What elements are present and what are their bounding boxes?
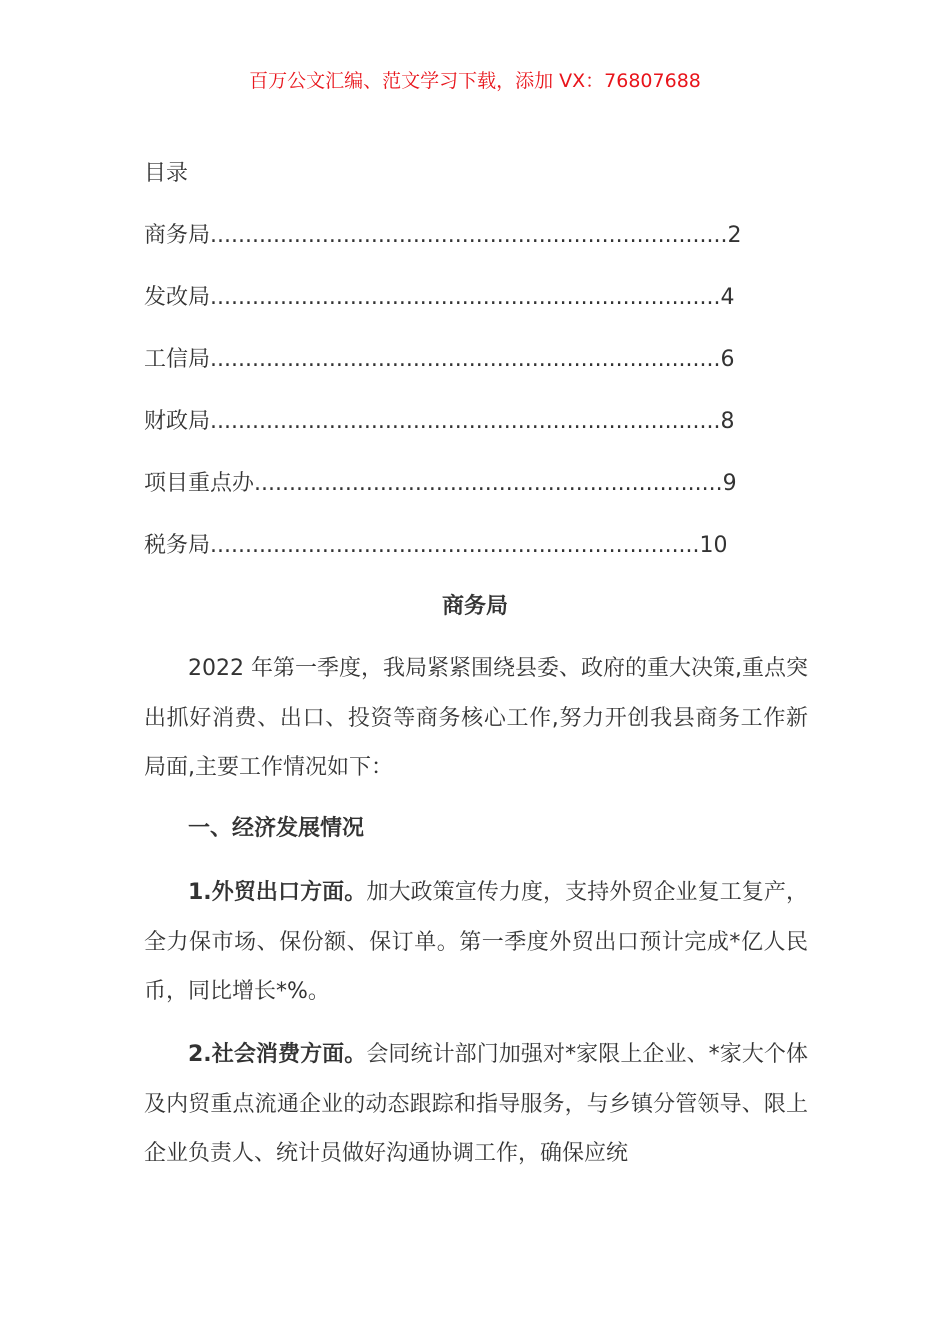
toc-item-page: 8 bbox=[720, 409, 735, 434]
paragraph-lead-title: 2.社会消费方面。 bbox=[188, 1042, 367, 1067]
toc-item-shangwuju[interactable] bbox=[144, 220, 824, 282]
toc-item-leader-dots: ................................................................... bbox=[254, 471, 723, 496]
toc-item-page: 4 bbox=[720, 285, 735, 310]
toc-item-leader-dots: ......................................................................... bbox=[210, 347, 721, 372]
toc-item-label: 税务局 bbox=[144, 533, 211, 558]
toc-item-page: 6 bbox=[720, 347, 735, 372]
toc-item-caizhengju[interactable] bbox=[144, 406, 824, 468]
paragraph-social-consumption bbox=[144, 1030, 808, 1179]
toc-title: 目录 bbox=[144, 161, 189, 186]
section-title: 商务局 bbox=[441, 594, 508, 619]
paragraph-lead-title: 1.外贸出口方面。 bbox=[188, 880, 367, 905]
toc-item-page: 10 bbox=[699, 533, 728, 558]
toc-item-leader-dots: ......................................................................... bbox=[210, 409, 721, 434]
toc-item-label: 项目重点办 bbox=[144, 471, 255, 496]
toc-item-page: 9 bbox=[722, 471, 737, 496]
toc-item-fagaiju[interactable] bbox=[144, 282, 824, 344]
toc-item-label: 发改局 bbox=[144, 285, 211, 310]
toc-item-leader-dots: ...................................................................... bbox=[210, 533, 700, 558]
heading-economic-development: 一、经济发展情况 bbox=[188, 816, 365, 841]
toc-item-leader-dots: .......................................................................... bbox=[210, 223, 728, 248]
toc-item-label: 财政局 bbox=[144, 409, 211, 434]
toc-item-shuiwuju[interactable] bbox=[144, 530, 824, 592]
table-of-contents bbox=[144, 220, 824, 592]
paragraph-body: 会同统计部门加强对*家限上企业、*家大个体及内贸重点流通企业的动态跟踪和指导服务，与乡镇分管领导、限上企业负责人、统计员做好沟通协调工作，确保应统 bbox=[144, 1042, 808, 1166]
paragraph-foreign-trade bbox=[144, 868, 808, 1017]
paragraph-body: 加大政策宣传力度，支持外贸企业复工复产，全力保市场、保份额、保订单。第一季度外贸出口预计完成*亿人民币，同比增长*%。 bbox=[144, 880, 808, 1004]
toc-item-label: 工信局 bbox=[144, 347, 211, 372]
toc-item-label: 商务局 bbox=[144, 223, 211, 248]
toc-item-leader-dots: ......................................................................... bbox=[210, 285, 721, 310]
toc-item-page: 2 bbox=[727, 223, 742, 248]
toc-item-xiangmuzhongdianban[interactable] bbox=[144, 468, 824, 530]
toc-item-gongxinju[interactable] bbox=[144, 344, 824, 406]
header-notice: 百万公文汇编、范文学习下载，添加 VX：76807688 bbox=[249, 70, 701, 92]
intro-paragraph: 2022 年第一季度，我局紧紧围绕县委、政府的重大决策,重点突出抓好消费、出口、投资等商务核心工作,努力开创我县商务工作新局面,主要工作情况如下： bbox=[144, 656, 808, 780]
